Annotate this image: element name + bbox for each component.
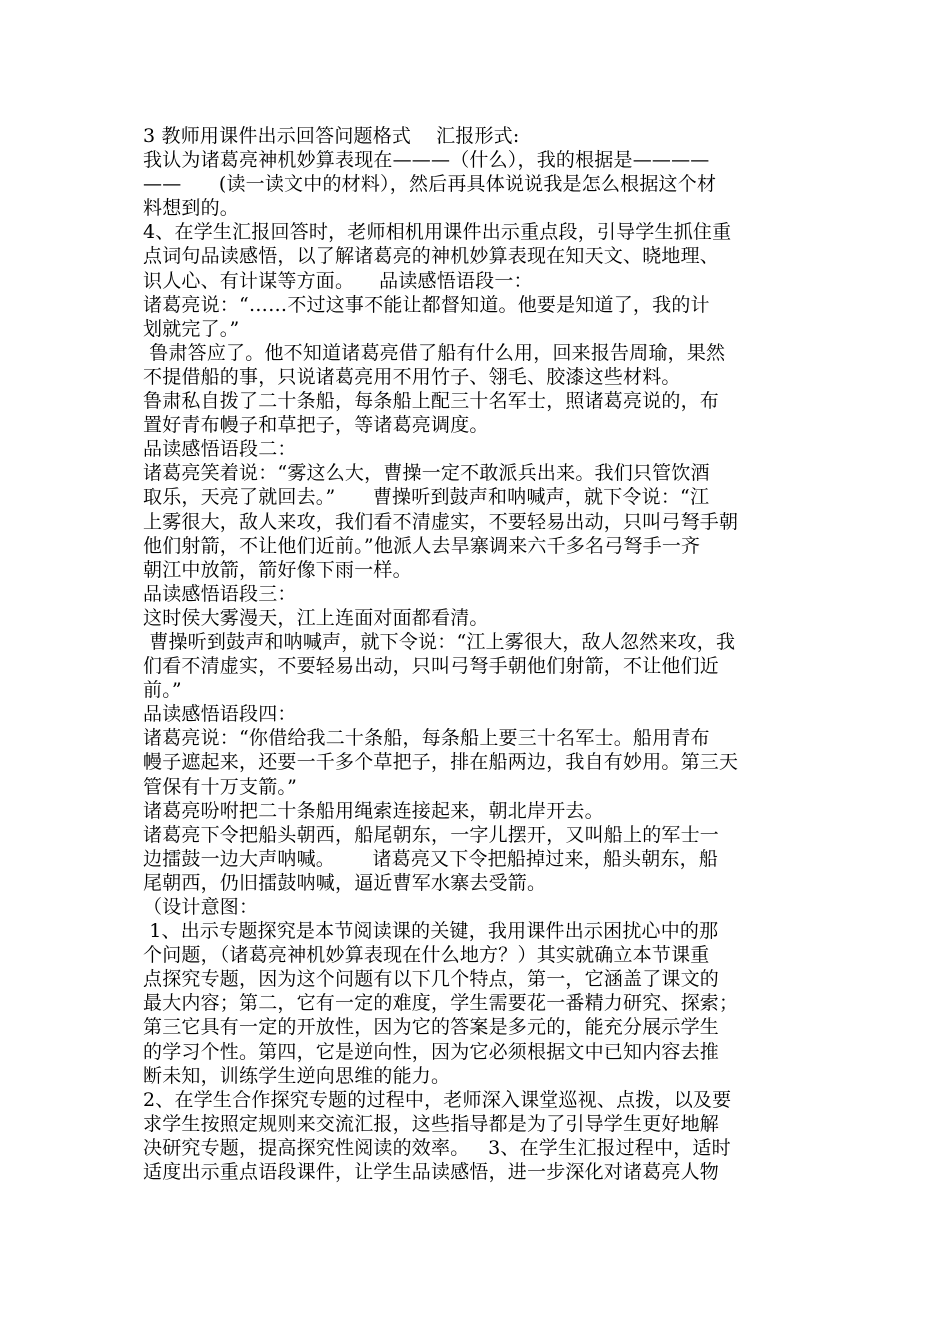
text-line: 诸葛亮下令把船头朝西，船尾朝东，一字儿摆开，又叫船上的军士一: [143, 823, 720, 846]
text-line: 取乐，天亮了就回去。” 曹操听到鼓声和呐喊声，就下令说：“江: [143, 486, 710, 509]
text-line: 品读感悟语段四：: [143, 703, 297, 726]
text-line: 诸葛亮吩咐把二十条船用绳索连接起来，朝北岸开去。: [143, 799, 604, 822]
text-line: 适度出示重点语段课件，让学生品读感悟，进一步深化对诸葛亮人物: [143, 1161, 720, 1184]
text-line: 求学生按照定规则来交流汇报，这些指导都是为了引导学生更好地解: [143, 1112, 720, 1135]
text-line: 尾朝西，仍旧擂鼓呐喊，逼近曹军水寨去受箭。: [143, 871, 547, 894]
text-line: 划就完了。”: [143, 317, 240, 340]
text-line: 前。”: [143, 679, 182, 702]
text-line: 鲁肃答应了。他不知道诸葛亮借了船有什么用，回来报告周瑜，果然: [143, 341, 726, 364]
text-line: 他们射箭，不让他们近前。”他派人去旱寨调来六千多名弓弩手一齐: [143, 534, 701, 557]
text-line: 点探究专题，因为这个问题有以下几个特点，第一，它涵盖了课文的: [143, 968, 720, 991]
text-line: —— (读一读文中的材料），然后再具体说说我是怎么根据这个材: [143, 173, 717, 196]
text-line: （设计意图：: [143, 896, 259, 918]
text-line: 个问题，（诸葛亮神机妙算表现在什么地方？）其实就确立本节课重: [143, 944, 710, 967]
text-line: 曹操听到鼓声和呐喊声，就下令说：“江上雾很大，敌人忽然来攻，我: [143, 630, 736, 653]
text-line: 决研究专题，提高探究性阅读的效率。 3、在学生汇报过程中，适时: [143, 1136, 731, 1159]
document-body: [143, 124, 815, 1184]
text-line: 第三它具有一定的开放性，因为它的答案是多元的，能充分展示学生: [143, 1016, 720, 1039]
text-line: 料想到的。: [143, 197, 240, 220]
text-line: 这时侯大雾漫天，江上连面对面都看清。: [143, 606, 489, 629]
text-line: 最大内容；第二，它有一定的难度，学生需要花一番精力研究、探索；: [143, 992, 739, 1015]
text-line: 边擂鼓一边大声呐喊。 诸葛亮又下令把船掉过来，船头朝东，船: [143, 847, 719, 870]
text-line: 品读感悟语段二：: [143, 438, 297, 461]
text-line: 朝江中放箭，箭好像下雨一样。: [143, 558, 412, 581]
text-line: 上雾很大，敌人来攻，我们看不清虚实，不要轻易出动，只叫弓弩手朝: [143, 510, 739, 533]
text-line: 点词句品读感悟，以了解诸葛亮的神机妙算表现在知天文、晓地理、: [143, 245, 720, 268]
text-line: 诸葛亮说：“……不过这事不能让都督知道。他要是知道了，我的计: [143, 293, 710, 316]
text-line: 4、在学生汇报回答时，老师相机用课件出示重点段，引导学生抓住重: [143, 221, 732, 244]
text-line: 我认为诸葛亮神机妙算表现在———（什么），我的根据是————: [143, 149, 710, 172]
text-line: 1、出示专题探究是本节阅读课的关键，我用课件出示困扰心中的那: [143, 920, 719, 943]
text-line: 的学习个性。第四，它是逆向性，因为它必须根据文中已知内容去推: [143, 1040, 720, 1063]
text-line: 识人心、有计谋等方面。 品读感悟语段一：: [143, 269, 533, 292]
text-line: 幔子遮起来，还要一千多个草把子，排在船两边，我自有妙用。第三天: [143, 751, 739, 774]
text-line: 2、在学生合作探究专题的过程中，老师深入课堂巡视、点拨，以及要: [143, 1088, 732, 1111]
text-line: 不提借船的事，只说诸葛亮用不用竹子、翎毛、胶漆这些材料。: [143, 365, 681, 388]
text-line: 管保有十万支箭。”: [143, 775, 298, 798]
text-line: 们看不清虚实，不要轻易出动，只叫弓弩手朝他们射箭，不让他们近: [143, 655, 720, 678]
text-line: 诸葛亮说：“你借给我二十条船，每条船上要三十名军士。船用青布: [143, 727, 710, 750]
text-line: 鲁肃私自拨了二十条船，每条船上配三十名军士，照诸葛亮说的，布: [143, 390, 720, 413]
text-line: 品读感悟语段三：: [143, 582, 297, 605]
text-line: 诸葛亮笑着说：“雾这么大，曹操一定不敢派兵出来。我们只管饮酒: [143, 462, 710, 485]
text-line: 置好青布幔子和草把子，等诸葛亮调度。: [143, 414, 489, 437]
text-line: 断未知，训练学生逆向思维的能力。: [143, 1064, 451, 1087]
text-line: 3 教师用课件出示回答问题格式 汇报形式:: [143, 125, 520, 147]
